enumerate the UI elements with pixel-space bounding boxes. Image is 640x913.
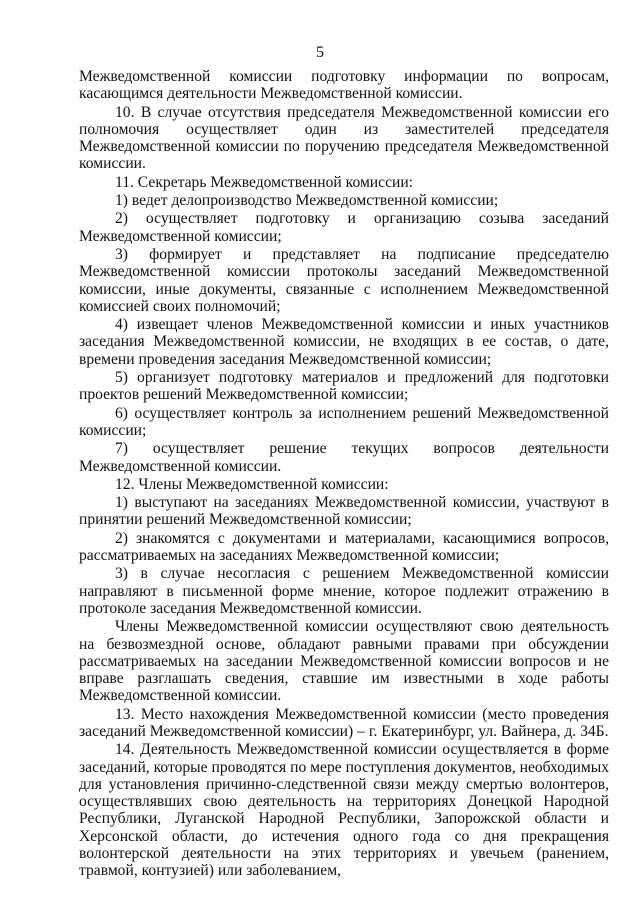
- paragraph-item-11-2: 2) осуществляет подготовку и организацию созыва заседаний Межведомственной комиссии;: [79, 210, 609, 245]
- paragraph-item-11: 11. Секретарь Межведомственной комиссии:: [115, 173, 414, 191]
- paragraph-item-12-3: 3) в случае несогласия с решением Межведомственной комиссии направляют в письменной форме мнение, которое подлежит отражению в протоколе заседания Межведомственной комиссии.: [79, 565, 609, 617]
- paragraph-item-11-1: 1) ведет делопроизводство Межведомственной комиссии;: [115, 192, 499, 210]
- paragraph-item-11-4: 4) извещает членов Межведомственной комиссии и иных участников заседания Межведомственной комиссии, не входящих в ее состав, о дате, времени проведения заседания Межведомственной комиссии;: [79, 316, 609, 368]
- paragraph-item-11-5: 5) организует подготовку материалов и предложений для подготовки проектов решений Межведомственной комиссии;: [79, 369, 609, 404]
- paragraph-item-12: 12. Члены Межведомственной комиссии:: [115, 475, 389, 493]
- paragraph-continuation: Межведомственной комиссии подготовку информации по вопросам, касающимся деятельности Межведомственной комиссии.: [79, 68, 609, 103]
- paragraph-item-13: 13. Место нахождения Межведомственной комиссии (место проведения заседаний Межведомственной комиссии) – г. Екатеринбург, ул. Вайнера, д. 34Б.: [79, 705, 609, 740]
- paragraph-item-12-1: 1) выступают на заседаниях Межведомственной комиссии, участвуют в принятии решений Межведомственной комиссии;: [79, 494, 609, 529]
- paragraph-item-11-7: 7) осуществляет решение текущих вопросов деятельности Межведомственной комиссии.: [79, 440, 609, 475]
- paragraph-item-10: 10. В случае отсутствия председателя Межведомственной комиссии его полномочия осуществляет один из заместителей председателя Межведомственной комиссии по поручению председателя Межведомственной комиссии.: [79, 103, 609, 173]
- document-body: [79, 68, 609, 880]
- paragraph-members-note: Члены Межведомственной комиссии осуществляют свою деятельность на безвозмездной основе, обладают равными правами при обсуждении рассматриваемых на заседании Межведомственной комиссии вопросов и не вправе разглашать сведения, ставшие им известными в ходе работы Межведомственной комиссии.: [79, 618, 609, 705]
- paragraph-item-11-6: 6) осуществляет контроль за исполнением решений Межведомственной комиссии;: [79, 404, 609, 439]
- paragraph-item-12-2: 2) знакомятся с документами и материалами, касающимися вопросов, рассматриваемых на заседаниях Межведомственной комиссии;: [79, 529, 609, 565]
- page-number: 5: [316, 44, 324, 61]
- paragraph-item-14: 14. Деятельность Межведомственной комиссии осуществляется в форме заседаний, которые проводятся по мере поступления документов, необходимых для установления причинно-следственной связи между смертью волонтеров, осуществлявших свою деятельность на территориях Донецкой Народной Республики, Луганской Народной Республики, Запорожской области и Херсонской области, до истечения одного года со дня прекращения волонтерской деятельности на этих территориях и увечьем (ранением, травмой, контузией) или заболеванием,: [79, 741, 609, 880]
- paragraph-item-11-3: 3) формирует и представляет на подписание председателю Межведомственной комиссии протоколы заседаний Межведомственной комиссии, иные документы, связанные с исполнением Межведомственной комиссией своих полномочий;: [79, 245, 609, 315]
